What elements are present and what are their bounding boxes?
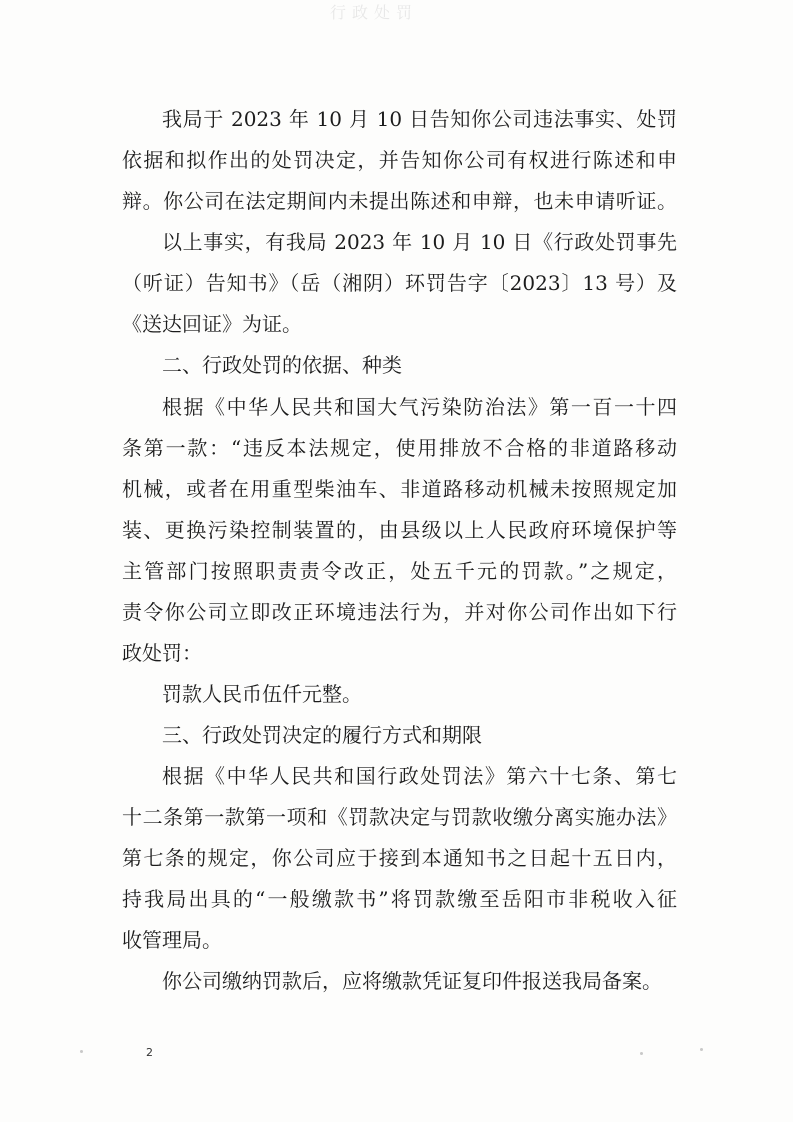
- page-number: 2: [146, 1046, 153, 1059]
- paragraph-2-line-2: （听证）告知书》（岳（湘阴）环罚告字〔2023〕13 号）及: [122, 271, 677, 295]
- paragraph-3-line-3: 机械，或者在用重型柴油车、非道路移动机械未按照规定加: [122, 477, 677, 501]
- faded-header-mark: 行政处罚: [330, 3, 419, 22]
- paragraph-5-line-1: 根据《中华人民共和国行政处罚法》第六十七条、第七: [162, 764, 677, 788]
- scan-speck: [80, 1050, 83, 1053]
- paragraph-3-line-6: 责令你公司立即改正环境违法行为，并对你公司作出如下行: [122, 600, 677, 624]
- scan-speck: [640, 1052, 643, 1055]
- paragraph-5-line-5: 收管理局。: [122, 928, 222, 952]
- paragraph-3-line-1: 根据《中华人民共和国大气污染防治法》第一百一十四: [162, 395, 677, 419]
- section-heading-3: 三、行政处罚决定的履行方式和期限: [162, 723, 482, 747]
- paragraph-5-line-4: 持我局出具的“一般缴款书”将罚款缴至岳阳市非税收入征: [122, 887, 677, 911]
- paragraph-1-line-1: 我局于 2023 年 10 月 10 日告知你公司违法事实、处罚: [162, 107, 677, 131]
- paragraph-5-line-3: 第七条的规定，你公司应于接到本通知书之日起十五日内，: [122, 846, 677, 870]
- paragraph-3-line-7: 政处罚：: [122, 641, 202, 665]
- paragraph-1-line-2: 依据和拟作出的处罚决定，并告知你公司有权进行陈述和申: [122, 148, 677, 172]
- section-heading-2: 二、行政处罚的依据、种类: [162, 353, 402, 377]
- paragraph-3-line-2: 条第一款：“违反本法规定，使用排放不合格的非道路移动: [122, 436, 677, 460]
- paragraph-3-line-4: 装、更换污染控制装置的，由县级以上人民政府环境保护等: [122, 518, 677, 542]
- paragraph-3-line-5: 主管部门按照职责责令改正，处五千元的罚款。”之规定，: [122, 559, 677, 583]
- paragraph-5-line-2: 十二条第一款第一项和《罚款决定与罚款收缴分离实施办法》: [122, 805, 677, 829]
- penalty-amount: 罚款人民币伍仟元整。: [162, 682, 362, 706]
- paragraph-6: 你公司缴纳罚款后，应将缴款凭证复印件报送我局备案。: [162, 969, 662, 993]
- scan-speck: [700, 1048, 703, 1051]
- paragraph-1-line-3: 辩。你公司在法定期间内未提出陈述和申辩，也未申请听证。: [122, 189, 677, 213]
- paragraph-2-line-1: 以上事实，有我局 2023 年 10 月 10 日《行政处罚事先: [162, 230, 677, 254]
- paragraph-2-line-3: 《送达回证》为证。: [122, 312, 302, 336]
